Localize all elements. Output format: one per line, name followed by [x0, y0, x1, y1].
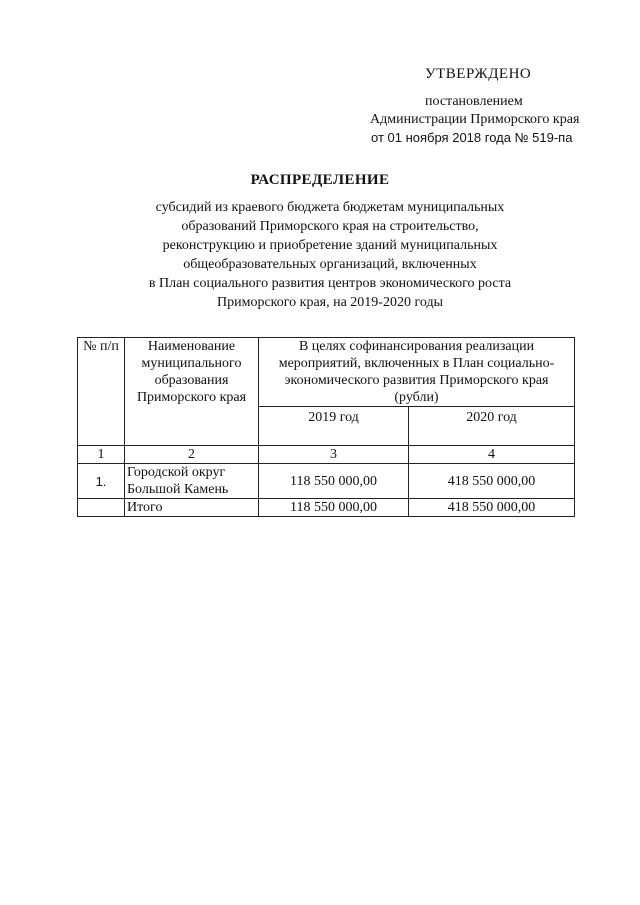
total-value-2019: 118 550 000,00 — [259, 499, 409, 517]
header-year-2019: 2019 год — [259, 407, 409, 446]
approval-line-date-number: от 01 ноября 2018 года № 519-па — [371, 130, 573, 145]
column-number: 1 — [78, 446, 125, 464]
subtitle-line: реконструкцию и приобретение зданий муниципальных — [162, 238, 498, 253]
document-title: РАСПРЕДЕЛЕНИЕ — [250, 172, 390, 188]
row-value-2019: 118 550 000,00 — [259, 464, 409, 499]
column-number: 4 — [409, 446, 575, 464]
approval-line-decree: постановлением — [425, 94, 523, 109]
total-index — [78, 499, 125, 517]
approval-line-administration: Администрации Приморского края — [370, 112, 580, 127]
table-row — [78, 464, 575, 499]
header-cofinancing: В целях софинансирования реализации мероприятий, включенных в План социально-экономического развития Приморского края (рубли) — [259, 338, 575, 407]
header-year-2020: 2020 год — [409, 407, 575, 446]
subtitle-line: образований Приморского края на строительство, — [181, 219, 479, 234]
document-subtitle — [100, 198, 560, 312]
header-number: № п/п — [78, 338, 125, 446]
column-numbers-row — [78, 446, 575, 464]
total-value-2020: 418 550 000,00 — [409, 499, 575, 517]
total-label: Итого — [125, 499, 259, 517]
total-row — [78, 499, 575, 517]
subtitle-line: в План социального развития центров экономического роста — [148, 276, 512, 291]
subtitle-line: Приморского края, на 2019-2020 годы — [216, 295, 443, 310]
row-value-2020: 418 550 000,00 — [409, 464, 575, 499]
row-municipality: Городской округ Большой Камень — [125, 464, 259, 499]
header-municipality: Наименование муниципального образования Приморского края — [125, 338, 259, 446]
column-number: 2 — [125, 446, 259, 464]
row-index: 1. — [78, 464, 125, 499]
subtitle-line: субсидий из краевого бюджета бюджетам муниципальных — [155, 200, 505, 215]
approval-stamp — [0, 0, 640, 160]
subtitle-line: общеобразовательных организаций, включенных — [183, 257, 477, 272]
approval-title: УТВЕРЖДЕНО — [425, 66, 532, 82]
column-number: 3 — [259, 446, 409, 464]
distribution-table — [77, 337, 575, 517]
